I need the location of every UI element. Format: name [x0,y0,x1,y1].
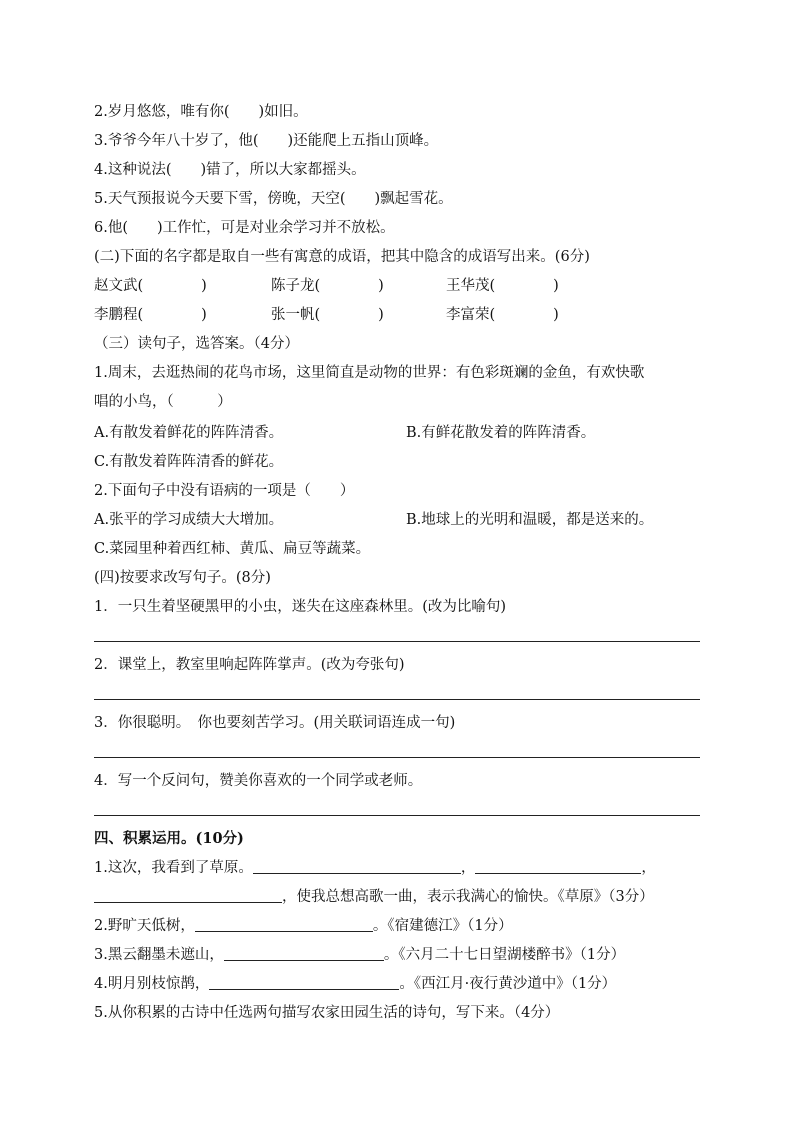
accum-q2 [94,916,513,936]
accum-q1-text: 1.这次，我看到了草原。 [94,860,253,876]
name-item: 赵文武( ) [94,278,207,294]
part3-q1-line1: 1.周末，去逛热闹的花鸟市场，这里简直是动物的世界：有色彩斑斓的金鱼，有欢快歌 [94,365,645,381]
part3-q2: 2.下面句子中没有语病的一项是（ ） [94,483,355,499]
accum-q1-tail: ，使我总想高歌一曲，表示我满心的愉快。《草原》（3分） [282,889,654,905]
rewrite-item-4: 4．写一个反问句，赞美你喜欢的一个同学或老师。 [94,773,423,789]
answer-blank[interactable] [94,888,282,903]
accum-q4-source: 。《西江月·夜行黄沙道中》（1分） [399,976,617,992]
name-item: 王华茂( ) [446,278,559,294]
answer-blank[interactable] [209,975,399,990]
name-item: 张一帆( ) [271,307,384,323]
fill-item-5: 5.天气预报说今天要下雪，傍晚，天空( )飘起雪花。 [94,191,453,207]
accum-q4 [94,974,616,994]
answer-blank[interactable] [195,917,373,932]
fill-item-4: 4.这种说法( )错了，所以大家都摇头。 [94,162,366,178]
name-item: 陈子龙( ) [271,278,384,294]
fill-item-2: 2.岁月悠悠，唯有你( )如旧。 [94,104,308,120]
option-b: B.有鲜花散发着的阵阵清香。 [406,425,596,441]
answer-line[interactable] [94,699,700,700]
answer-line[interactable] [94,641,700,642]
fill-item-3: 3.爷爷今年八十岁了，他( )还能爬上五指山顶峰。 [94,133,439,149]
part2-heading: (二)下面的名字都是取自一些有寓意的成语，把其中隐含的成语写出来。(6分) [94,249,590,265]
comma: ， [460,860,476,876]
accum-q1-line2 [94,887,654,907]
accum-q3-text: 3.黑云翻墨未遮山， [94,947,224,963]
name-item: 李富荣( ) [446,307,559,323]
option-b: B.地球上的光明和温暖，都是送来的。 [406,512,654,528]
part4-heading: (四)按要求改写句子。(8分) [94,570,271,586]
accum-q5: 5.从你积累的古诗中任选两句描写农家田园生活的诗句，写下来。（4分） [94,1005,560,1021]
section4-heading: 四、积累运用。(10分) [94,830,244,847]
answer-line[interactable] [94,757,700,758]
answer-line[interactable] [94,815,700,816]
option-c: C.有散发着阵阵清香的鲜花。 [94,454,284,470]
rewrite-item-1: 1．一只生着坚硬黑甲的小虫，迷失在这座森林里。(改为比喻句) [94,599,507,615]
rewrite-item-2: 2．课堂上，教室里响起阵阵掌声。(改为夸张句) [94,657,405,673]
accum-q1-line1 [94,858,656,878]
part3-q1-line2: 唱的小鸟，（ ） [94,394,232,410]
answer-blank[interactable] [253,859,461,874]
accum-q3 [94,945,625,965]
option-c: C.菜园里种着西红柿、黄瓜、扁豆等蔬菜。 [94,541,371,557]
accum-q4-text: 4.明月别枝惊鹊， [94,976,210,992]
answer-blank[interactable] [475,859,641,874]
fill-item-6: 6.他( )工作忙，可是对业余学习并不放松。 [94,220,395,236]
accum-q3-source: 。《六月二十七日望湖楼醉书》（1分） [383,947,626,963]
accum-q2-source: 。《宿建德江》（1分） [372,918,513,934]
comma: ， [641,860,656,876]
name-item: 李鹏程( ) [94,307,207,323]
rewrite-item-3: 3．你很聪明。 你也要刻苦学习。(用关联词语连成一句) [94,715,456,731]
answer-blank[interactable] [224,946,384,961]
option-a: A.张平的学习成绩大大增加。 [94,512,284,528]
option-a: A.有散发着鲜花的阵阵清香。 [94,425,284,441]
part3-heading: （三）读句子，选答案。（4分） [94,336,299,352]
accum-q2-text: 2.野旷天低树， [94,918,195,934]
